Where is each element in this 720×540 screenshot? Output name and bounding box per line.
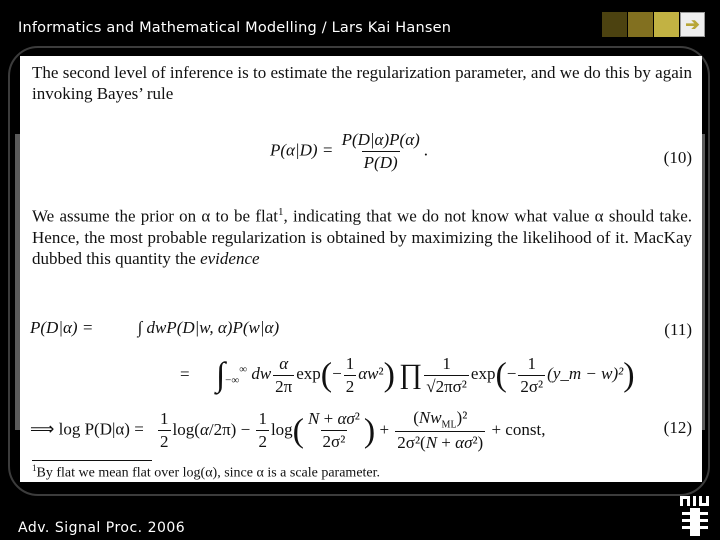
color-swatch — [602, 12, 627, 37]
footer-course: Adv. Signal Proc. 2006 — [18, 520, 186, 536]
footnote-text: By flat we mean flat over log(α), since α is a scale parameter. — [36, 465, 381, 481]
equation-number: (12) — [663, 418, 692, 437]
fraction-numerator: P(D|α)P(α) — [341, 130, 420, 149]
equation-11 — [30, 318, 279, 338]
equation-number: (10) — [663, 148, 692, 167]
equals-sign: = — [180, 364, 190, 384]
footnote-rule — [32, 460, 152, 461]
equation-lhs: P(D|α) = — [30, 318, 94, 337]
fraction-denominator: P(D) — [363, 153, 398, 172]
equation-lhs: ⟹ log P(D|α) = — [30, 419, 144, 439]
color-swatch — [628, 12, 653, 37]
arrow-right-icon: ➔ — [685, 14, 700, 34]
text: , indicating that we do not know what value α should take. Hence, the most probable regularization is obtained by maximizing the likelihood of it. MacKay dubbed this quantity the — [32, 206, 692, 268]
header-title: Informatics and Mathematical Modelling / Lars Kai Hansen — [18, 20, 452, 36]
color-swatch — [654, 12, 679, 37]
equation-10: P(α|D) = $\frac{P(D|\alpha)P(\alpha)}{P(D)}$ . — [270, 130, 429, 172]
text: We assume the prior on α to be flat — [32, 206, 278, 226]
footnote — [32, 463, 380, 482]
equation-term: + const, — [491, 419, 546, 439]
paragraph: The second level of inference is to estimate the regularization parameter, and we do this by again invoking Bayes’ rule — [32, 63, 692, 103]
next-slide-button[interactable] — [680, 12, 705, 37]
equation-rhs: ∫ dwP(D|w, α)P(w|α) — [137, 318, 280, 337]
equation-number: (11) — [664, 320, 692, 339]
footnote-marker: 1 — [32, 463, 37, 473]
university-logo-icon — [678, 494, 712, 538]
equation-12: ⟹ log P(D|α) = $\frac{1}{2}$ log(α/2π) − $\frac{1}{2}$ log( $\frac{\text{N + ασ²}}{\text{2σ²}}$ ) + $\frac{(Nw_{ML})^2}{\text{2σ²(N + ασ²)}}$ + const, — [30, 408, 546, 453]
paragraph — [32, 202, 692, 269]
footnote-marker: 1 — [277, 206, 284, 218]
emphasis: evidence — [200, 248, 260, 268]
equation-lhs: P(α|D) = — [270, 140, 334, 160]
equation-term: (y_m − w)² — [547, 364, 624, 384]
equation-11-expansion: = $\int_{-\infty}^\infty$ dw $\frac{\alpha}{2\pi}$ exp(− $\frac{1}{2}$ αw²) ∏ $\frac{1}{\text{√2πσ²}}$ exp(− $\frac{1}{\text{2σ²}}$ (y_m − w)²) — [180, 354, 635, 396]
slide-content — [20, 56, 702, 482]
